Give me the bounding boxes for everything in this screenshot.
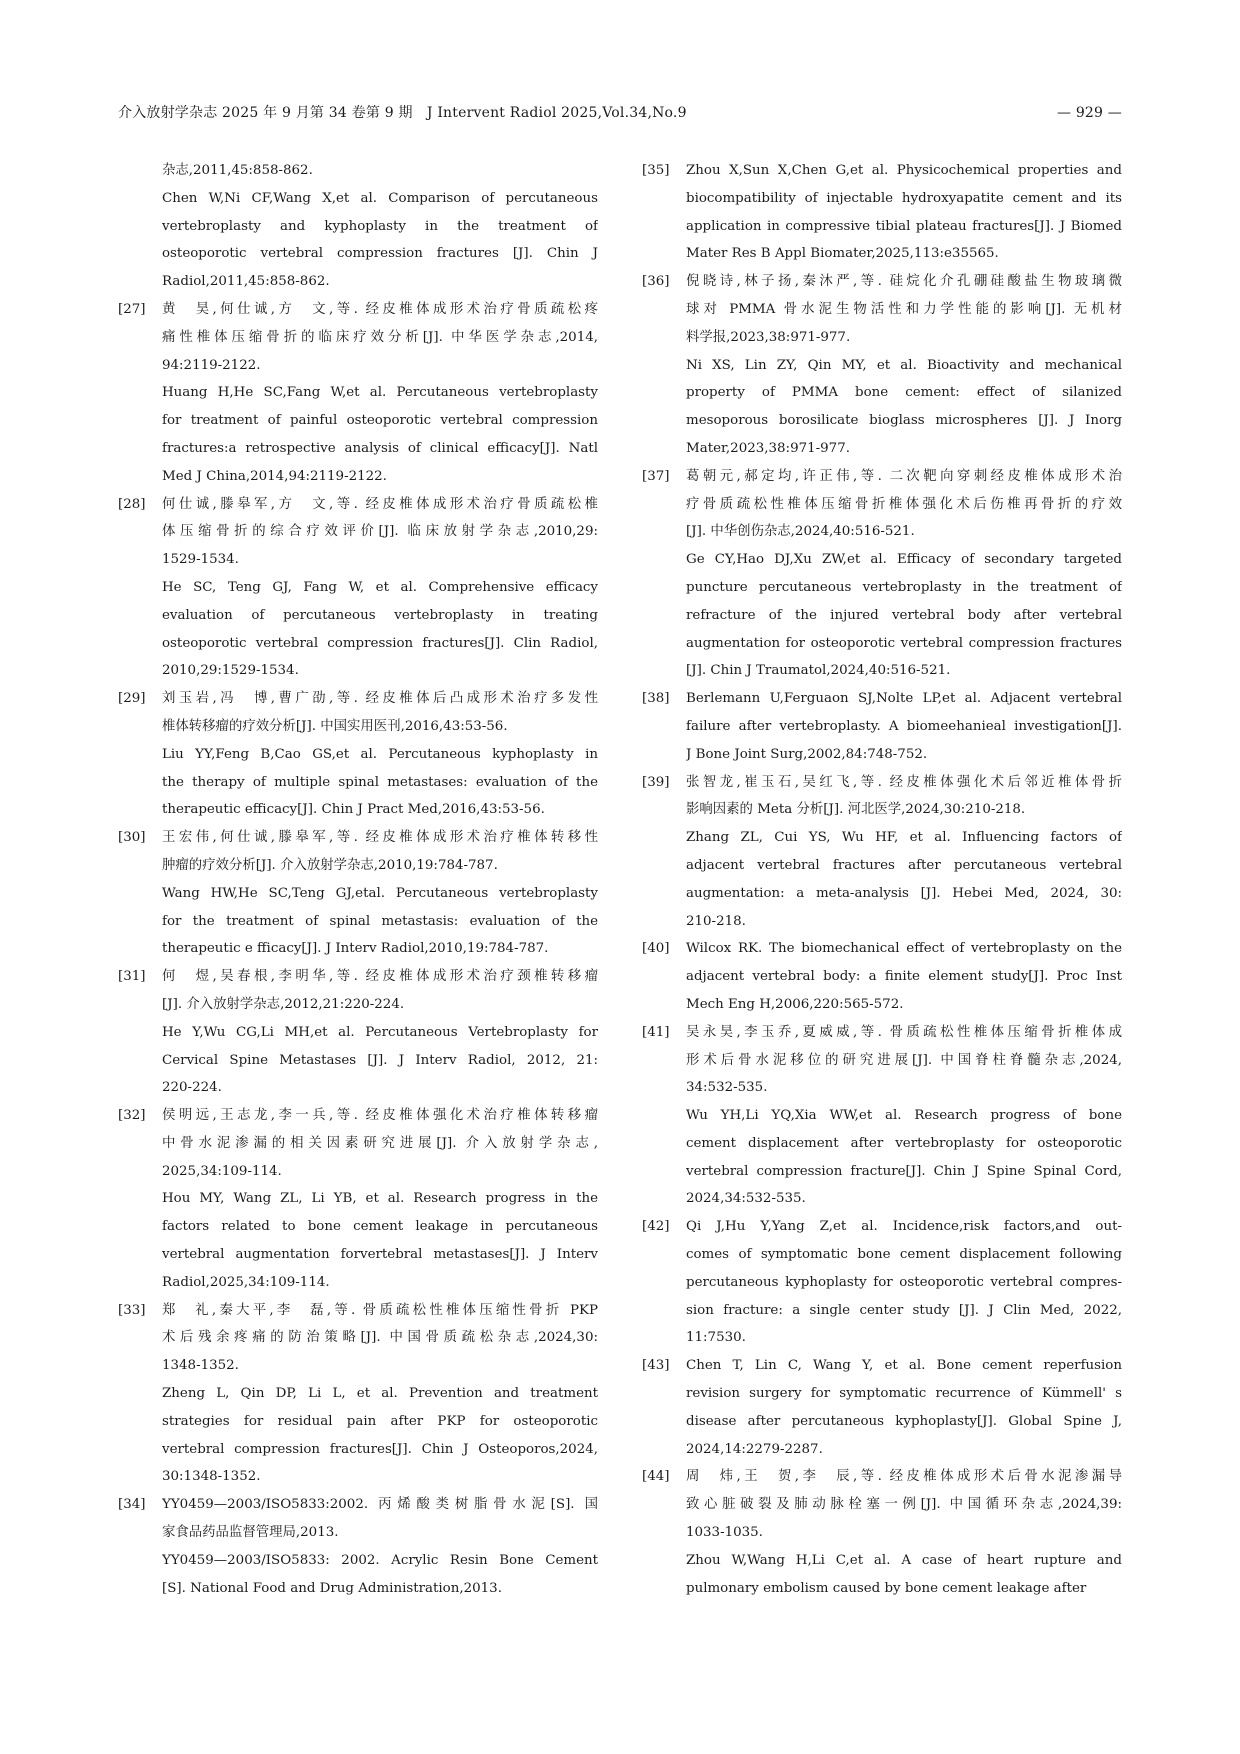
reference-line: Huang H,He SC,Fang W,et al. Percutaneous vertebroplasty [162, 385, 598, 401]
reference-entry [118, 963, 598, 1019]
reference-line: augmentation for osteoporotic vertebral compression fractures [686, 635, 1122, 651]
reference-line: 2024,34:532-535. [686, 1191, 806, 1207]
reference-line: Chen T, Lin C, Wang Y, et al. Bone cement reperfusion [686, 1358, 1122, 1374]
reference-line: Zhou W,Wang H,Li C,et al. A case of heart rupture and [686, 1552, 1122, 1568]
reference-entry [642, 769, 1122, 825]
reference-line: [J]. 中华创伤杂志,2024,40:516-521. [686, 524, 915, 540]
reference-line: 郑 礼,秦大平,李 磊,等. 骨质疏松性椎体压缩性骨折 PKP [162, 1302, 598, 1318]
reference-entry [642, 935, 1122, 1018]
reference-entry [118, 685, 598, 741]
reference-line: osteoporotic vertebral compression fractures [J]. Chin J [162, 246, 598, 262]
reference-entry [642, 1463, 1122, 1546]
reference-line: factors related to bone cement leakage in percutaneous [162, 1219, 598, 1235]
reference-line: for the treatment of spinal metastasis: evaluation of the [162, 913, 598, 929]
reference-line: percutaneous kyphoplasty for osteoporotic vertebral compres- [686, 1274, 1122, 1290]
reference-translation [118, 574, 598, 685]
reference-line: Ge CY,Hao DJ,Xu ZW,et al. Efficacy of secondary targeted [686, 552, 1122, 568]
reference-line: 1033-1035. [686, 1525, 763, 1541]
reference-line: vertebral augmentation forvertebral metastases[J]. J Interv [162, 1247, 598, 1263]
reference-line: 2024,14:2279-2287. [686, 1441, 823, 1457]
reference-line: property of PMMA bone cement: effect of silanized [686, 385, 1122, 401]
reference-line: vertebroplasty and kyphoplasty in the treatment of [162, 218, 598, 234]
reference-number: [33] [118, 1302, 146, 1318]
reference-line: Zhang ZL, Cui YS, Wu HF, et al. Influencing factors of [686, 830, 1122, 846]
reference-line: 中骨水泥渗漏的相关因素研究进展[J]. 介入放射学杂志, [162, 1135, 598, 1151]
reference-translation [642, 824, 1122, 935]
right-column [642, 157, 1122, 1602]
reference-entry [642, 463, 1122, 546]
reference-entry [642, 1352, 1122, 1463]
reference-line: biocompatibility of injectable hydroxyapatite cement and its [686, 190, 1122, 206]
reference-translation [118, 1547, 598, 1603]
reference-line: the therapy of multiple spinal metastases: evaluation of the [162, 774, 598, 790]
reference-line: 黄 昊,何仕诚,方 文,等. 经皮椎体成形术治疗骨质疏松疼 [162, 301, 598, 317]
reference-line: adjacent vertebral fractures after percutaneous vertebral [686, 857, 1122, 873]
reference-line: 葛朝元,郝定均,许正伟,等. 二次靶向穿刺经皮椎体成形术治 [686, 468, 1122, 484]
reference-translation [118, 1019, 598, 1102]
reference-line: 疗骨质疏松性椎体压缩骨折椎体强化术后伤椎再骨折的疗效 [686, 496, 1122, 512]
reference-line: therapeutic e fficacy[J]. J Interv Radiol,2010,19:784-787. [162, 941, 549, 957]
reference-line: puncture percutaneous vertebroplasty in the treatment of [686, 579, 1122, 595]
reference-line: disease after percutaneous kyphoplasty[J]. Global Spine J, [686, 1413, 1122, 1429]
reference-line: 何仕诚,滕皋军,方 文,等. 经皮椎体成形术治疗骨质疏松椎 [162, 496, 598, 512]
reference-line: 椎体转移瘤的疗效分析[J]. 中国实用医刊,2016,43:53-56. [162, 718, 508, 734]
reference-number: [38] [642, 691, 670, 707]
reference-line: therapeutic efficacy[J]. Chin J Pract Med,2016,43:53-56. [162, 802, 545, 818]
reference-line: fractures:a retrospective analysis of clinical efficacy[J]. Natl [162, 440, 598, 456]
reference-line: 2010,29:1529-1534. [162, 663, 299, 679]
reference-line: Qi J,Hu Y,Yang Z,et al. Incidence,risk factors,and out- [686, 1219, 1122, 1235]
reference-line: 30:1348-1352. [162, 1469, 261, 1485]
reference-line: 34:532-535. [686, 1080, 768, 1096]
reference-line: strategies for residual pain after PKP for osteoporotic [162, 1413, 598, 1429]
reference-number: [27] [118, 301, 146, 317]
reference-line: 体压缩骨折的综合疗效评价[J]. 临床放射学杂志,2010,29: [162, 524, 598, 540]
reference-line: Cervical Spine Metastases [J]. J Interv Radiol, 2012, 21: [162, 1052, 598, 1068]
reference-entry [642, 1213, 1122, 1352]
reference-line: [J]. 介入放射学杂志,2012,21:220-224. [162, 996, 405, 1012]
reference-line: 吴永昊,李玉乔,夏威威,等. 骨质疏松性椎体压缩骨折椎体成 [686, 1024, 1122, 1040]
reference-line: revision surgery for symptomatic recurrence of Kümmell' s [686, 1386, 1122, 1402]
reference-line: He SC, Teng GJ, Fang W, et al. Comprehensive efficacy [162, 579, 598, 595]
reference-line: Radiol,2011,45:858-862. [162, 274, 330, 290]
reference-line: 料学报,2023,38:971-977. [686, 329, 851, 345]
reference-entry [118, 1297, 598, 1380]
reference-line: Berlemann U,Ferguaon SJ,Nolte LP,et al. Adjacent vertebral [686, 691, 1122, 707]
reference-entry [642, 268, 1122, 351]
reference-number: [34] [118, 1497, 146, 1513]
reference-line: 周 炜,王 贺,李 辰,等. 经皮椎体成形术后骨水泥渗漏导 [686, 1469, 1122, 1485]
reference-line: Liu YY,Feng B,Cao GS,et al. Percutaneous kyphoplasty in [162, 746, 598, 762]
journal-header: 介入放射学杂志 2025 年 9 月第 34 卷第 9 期 J Intervent Radiol 2025,Vol.34,No.9 [118, 105, 687, 121]
reference-line: Ni XS, Lin ZY, Qin MY, et al. Bioactivity and mechanical [686, 357, 1122, 373]
reference-line: 家食品药品监督管理局,2013. [162, 1525, 339, 1541]
reference-translation [642, 352, 1122, 463]
reference-line: failure after vertebroplasty. A biomeehanieal investigation[J]. [686, 718, 1122, 734]
reference-number: [37] [642, 468, 670, 484]
reference-line: 2025,34:109-114. [162, 1163, 282, 1179]
page-number: — 929 — [1056, 105, 1122, 121]
reference-line: 杂志,2011,45:858-862. [162, 163, 313, 178]
reference-number: [32] [118, 1108, 146, 1124]
reference-line: 倪晓诗,林子扬,秦沐严,等. 硅烷化介孔硼硅酸盐生物玻璃微 [686, 274, 1122, 290]
reference-number: [42] [642, 1219, 670, 1235]
reference-line: Wilcox RK. The biomechanical effect of vertebroplasty on the [686, 941, 1122, 957]
reference-line: 220-224. [162, 1080, 222, 1096]
reference-translation [642, 1102, 1122, 1213]
reference-line: YY0459—2003/ISO5833:2002. 丙烯酸类树脂骨水泥[S]. 国 [162, 1497, 598, 1513]
left-column [118, 157, 598, 1602]
reference-line: 1348-1352. [162, 1358, 239, 1374]
reference-line: pulmonary embolism caused by bone cement leakage after [686, 1580, 1087, 1596]
running-header [118, 102, 1122, 124]
reference-line: Radiol,2025,34:109-114. [162, 1274, 330, 1290]
reference-entry [642, 685, 1122, 768]
reference-entry [118, 296, 598, 379]
reference-line: application in compressive tibial plateau fractures[J]. J Biomed [686, 218, 1122, 234]
reference-number: [39] [642, 774, 670, 790]
reference-line: vertebral compression fracture[J]. Chin J Spine Spinal Cord, [686, 1163, 1122, 1179]
reference-line: Wu YH,Li YQ,Xia WW,et al. Research progress of bone [686, 1108, 1122, 1124]
reference-translation [118, 880, 598, 963]
reference-line: 210-218. [686, 913, 746, 929]
reference-number: [36] [642, 274, 670, 290]
reference-line: adjacent vertebral body: a finite element study[J]. Proc Inst [686, 969, 1122, 985]
reference-line: vertebral compression fractures[J]. Chin J Osteoporos,2024, [162, 1441, 598, 1457]
reference-translation [118, 157, 598, 185]
reference-entry [642, 157, 1122, 268]
reference-line: 术后残余疼痛的防治策略[J]. 中国骨质疏松杂志,2024,30: [162, 1330, 598, 1346]
reference-line: J Bone Joint Surg,2002,84:748-752. [686, 746, 928, 762]
reference-line: 影响因素的 Meta 分析[J]. 河北医学,2024,30:210-218. [686, 802, 1026, 818]
reference-entry [642, 1019, 1122, 1102]
reference-line: 侯明远,王志龙,李一兵,等. 经皮椎体强化术治疗椎体转移瘤 [162, 1108, 598, 1124]
reference-number: [40] [642, 941, 670, 957]
reference-line: He Y,Wu CG,Li MH,et al. Percutaneous Vertebroplasty for [162, 1024, 598, 1040]
reference-line: Mater Res B Appl Biomater,2025,113:e35565. [686, 246, 999, 262]
reference-line: [J]. Chin J Traumatol,2024,40:516-521. [686, 663, 951, 679]
reference-line: Hou MY, Wang ZL, Li YB, et al. Research progress in the [162, 1191, 598, 1207]
reference-number: [43] [642, 1358, 670, 1374]
reference-line: Zhou X,Sun X,Chen G,et al. Physicochemical properties and [686, 163, 1122, 178]
reference-number: [44] [642, 1469, 670, 1485]
reference-translation [118, 741, 598, 824]
reference-entry [118, 1491, 598, 1547]
reference-translation [118, 1185, 598, 1296]
reference-line: sion fracture: a single center study [J]. J Clin Med, 2022, [686, 1302, 1122, 1318]
reference-line: Mech Eng H,2006,220:565-572. [686, 996, 904, 1012]
reference-translation [118, 185, 598, 296]
reference-translation [118, 1380, 598, 1491]
reference-line: 何 煜,吴春根,李明华,等. 经皮椎体成形术治疗颈椎转移瘤 [162, 969, 598, 985]
reference-line: comes of symptomatic bone cement displacement following [686, 1247, 1122, 1263]
reference-line: 球对 PMMA 骨水泥生物活性和力学性能的影响[J]. 无机材 [686, 301, 1122, 317]
reference-line: 1529-1534. [162, 552, 239, 568]
reference-line: Zheng L, Qin DP, Li L, et al. Prevention and treatment [162, 1386, 598, 1402]
reference-line: 致心脏破裂及肺动脉栓塞一例[J]. 中国循环杂志,2024,39: [686, 1497, 1122, 1513]
reference-line: Wang HW,He SC,Teng GJ,etal. Percutaneous vertebroplasty [162, 885, 598, 901]
reference-line: 形术后骨水泥移位的研究进展[J]. 中国脊柱脊髓杂志,2024, [686, 1052, 1122, 1068]
reference-line: evaluation of percutaneous vertebroplasty in treating [162, 607, 598, 623]
reference-line: for treatment of painful osteoporotic vertebral compression [162, 413, 598, 429]
reference-line: refracture of the injured vertebral body after vertebral [686, 607, 1122, 623]
reference-number: [31] [118, 969, 146, 985]
reference-translation [118, 379, 598, 490]
reference-line: Med J China,2014,94:2119-2122. [162, 468, 387, 484]
reference-line: 痛性椎体压缩骨折的临床疗效分析[J]. 中华医学杂志,2014, [162, 329, 598, 345]
reference-line: 肿瘤的疗效分析[J]. 介入放射学杂志,2010,19:784-787. [162, 857, 498, 873]
reference-number: [30] [118, 830, 146, 846]
reference-line: [S]. National Food and Drug Administration,2013. [162, 1580, 502, 1596]
reference-line: cement displacement after vertebroplasty for osteoporotic [686, 1135, 1122, 1151]
reference-line: 张智龙,崔玉石,吴红飞,等. 经皮椎体强化术后邻近椎体骨折 [686, 774, 1122, 790]
reference-line: augmentation: a meta-analysis [J]. Hebei Med, 2024, 30: [686, 885, 1122, 901]
reference-entry [118, 824, 598, 880]
reference-translation [642, 1547, 1122, 1603]
reference-number: [29] [118, 691, 146, 707]
reference-line: Chen W,Ni CF,Wang X,et al. Comparison of percutaneous [162, 190, 598, 206]
reference-line: YY0459—2003/ISO5833: 2002. Acrylic Resin Bone Cement [162, 1552, 598, 1568]
reference-number: [35] [642, 163, 670, 178]
reference-translation [642, 546, 1122, 685]
reference-entry [118, 1102, 598, 1185]
reference-line: 刘玉岩,冯 博,曹广劭,等. 经皮椎体后凸成形术治疗多发性 [162, 691, 598, 707]
reference-entry [118, 491, 598, 574]
reference-line: osteoporotic vertebral compression fractures[J]. Clin Radiol, [162, 635, 598, 651]
reference-line: mesoporous borosilicate bioglass microspheres [J]. J Inorg [686, 413, 1122, 429]
reference-line: Mater,2023,38:971-977. [686, 440, 850, 456]
reference-line: 94:2119-2122. [162, 357, 261, 373]
reference-line: 11:7530. [686, 1330, 746, 1346]
reference-number: [41] [642, 1024, 670, 1040]
reference-line: 王宏伟,何仕诚,滕皋军,等. 经皮椎体成形术治疗椎体转移性 [162, 830, 598, 846]
reference-number: [28] [118, 496, 146, 512]
